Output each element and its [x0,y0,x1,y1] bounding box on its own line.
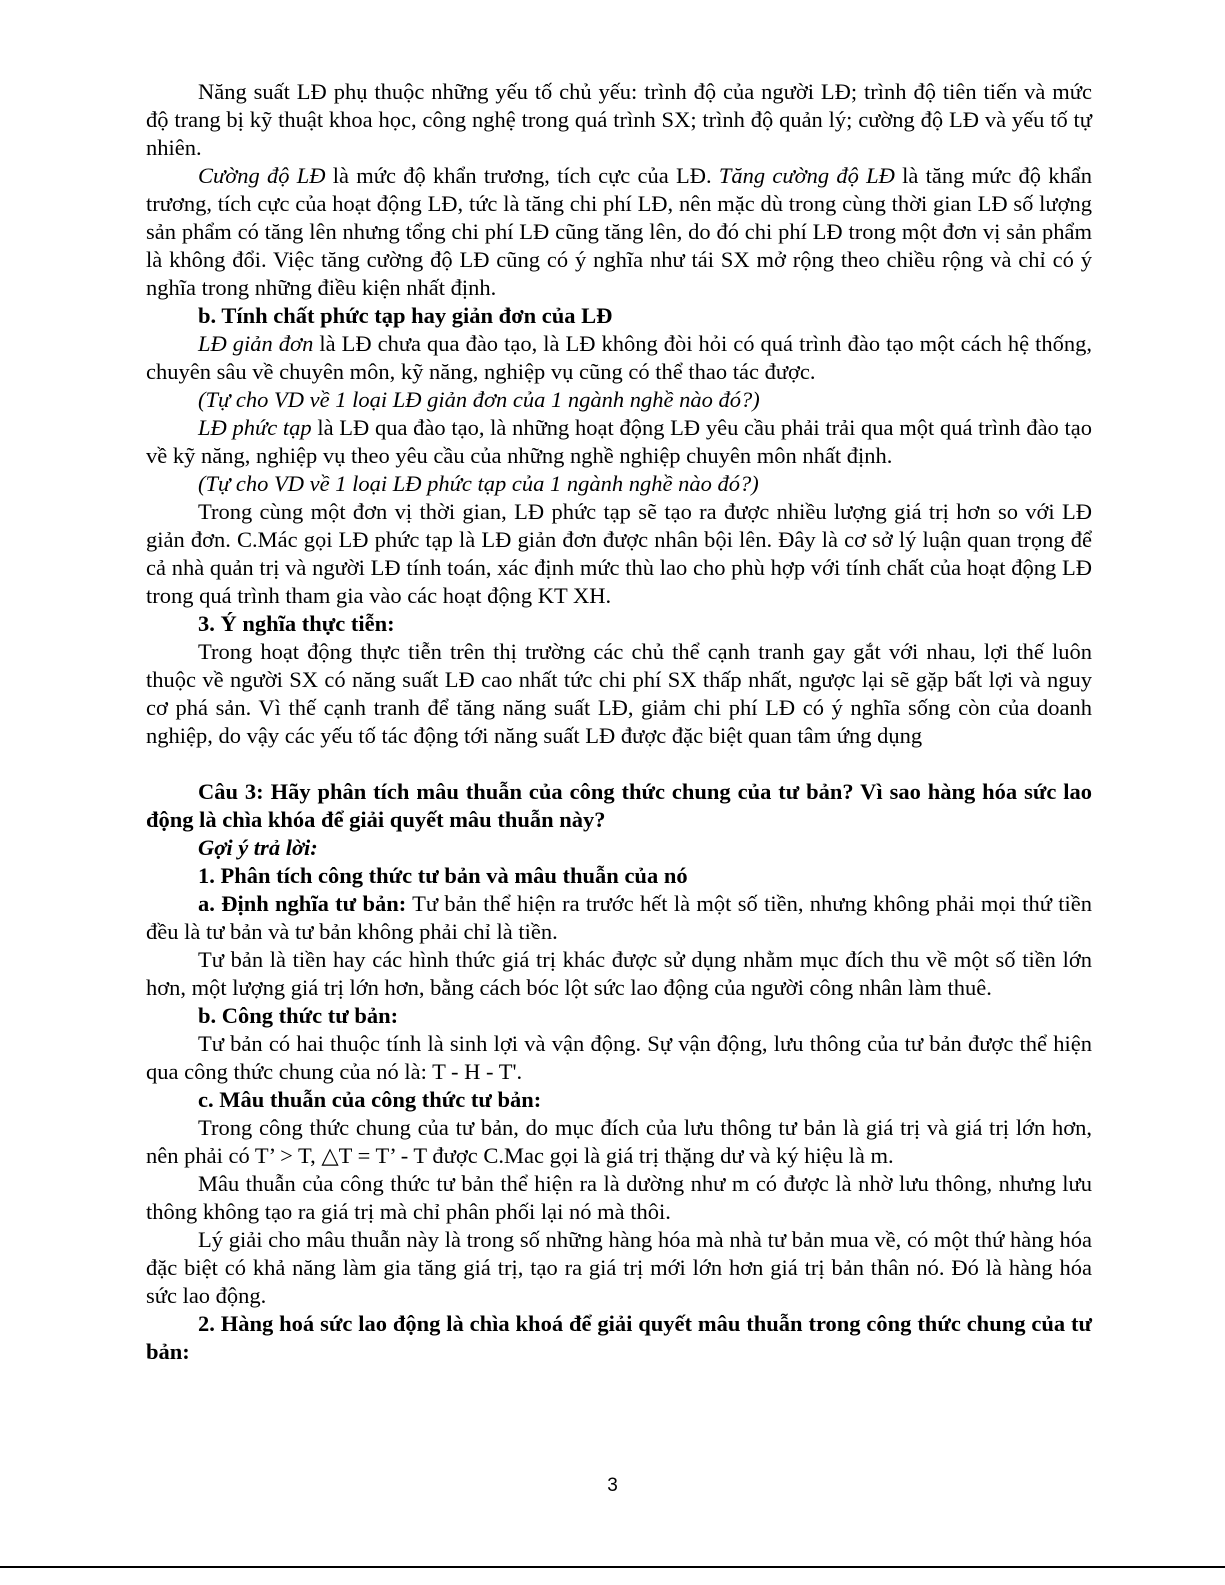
heading-a-capital-definition: a. Định nghĩa tư bản: [198,891,407,916]
document-page [146,78,1092,1366]
paragraph-capital-explained: Tư bản là tiền hay các hình thức giá trị khác được sử dụng nhằm mục đích thu về một số tiền lớn hơn, một lượng giá trị lớn hơn, bằng cách bóc lột sức lao động của người công nhân làm thuê. [146,947,1092,1000]
heading-3-practical-meaning: 3. Ý nghĩa thực tiễn: [198,611,395,636]
heading-2-labor-power-key: 2. Hàng hoá sức lao động là chìa khoá để giải quyết mâu thuẫn trong công thức chung của tư bản: [146,1311,1092,1364]
paragraph-complex-vs-simple: Trong cùng một đơn vị thời gian, LĐ phức tạp sẽ tạo ra được nhiều lượng giá trị hơn so với LĐ giản đơn. C.Mác gọi LĐ phức tạp là LĐ giản đơn được nhân bội lên. Đây là cơ sở lý luận quan trọng để cả nhà quản trị và người LĐ tính toán, xác định mức thù lao cho phù hợp với tính chất của hoạt động LĐ trong quá trình tham gia vào các hoạt động KT XH. [146,499,1092,608]
paragraph-contradiction: Mâu thuẫn của công thức tư bản thể hiện ra là dường như m có được là nhờ lưu thông, nhưng lưu thông không tạo ra giá trị mà chỉ phân phối lại nó mà thôi. [146,1171,1092,1224]
spacer [146,750,1092,778]
paragraph-complex-labor: LĐ phức tạp là LĐ qua đào tạo, là những hoạt động LĐ yêu cầu phải trải qua một quá trình đào tạo về kỹ năng, nghiệp vụ theo yêu cầu của những nghề nghiệp chuyên môn nhất định. [146,415,1092,468]
note-complex-labor-example: (Tự cho VD về 1 loại LĐ phức tạp của 1 ngành nghề nào đó?) [198,471,759,496]
question-3: Câu 3: Hãy phân tích mâu thuẫn của công thức chung của tư bản? Vì sao hàng hóa sức lao động là chìa khóa để giải quyết mâu thuẫn này? [146,779,1092,832]
heading-1-capital-formula: 1. Phân tích công thức tư bản và mâu thuẫn của nó [198,863,688,888]
paragraph-practical-meaning: Trong hoạt động thực tiễn trên thị trường các chủ thể cạnh tranh gay gắt với nhau, lợi thế luôn thuộc về người SX có năng suất LĐ cao nhất tức chi phí SX thấp nhất, ngược lại sẽ gặp bất lợi và nguy cơ phá sản. Vì thế cạnh tranh để tăng năng suất LĐ, giảm chi phí LĐ có ý nghĩa sống còn của doanh nghiệp, do vậy các yếu tố tác động tới năng suất LĐ được đặc biệt quan tâm ứng dụng [146,639,1092,748]
paragraph-capital-formula: Tư bản có hai thuộc tính là sinh lợi và vận động. Sự vận động, lưu thông của tư bản được thể hiện qua công thức chung của nó là: T - H - T'. [146,1031,1092,1084]
paragraph-capital-definition: a. Định nghĩa tư bản: Tư bản thể hiện ra trước hết là một số tiền, nhưng không phải mọi thứ tiền đều là tư bản và tư bản không phải chỉ là tiền. [146,891,1093,944]
term-simple-labor: LĐ giản đơn [198,331,314,356]
paragraph-labor-productivity-factors: Năng suất LĐ phụ thuộc những yếu tố chủ yếu: trình độ của người LĐ; trình độ tiên tiến và mức độ trang bị kỹ thuật khoa học, công nghệ trong quá trình SX; trình độ quản lý; cường độ LĐ và yếu tố tự nhiên. [146,79,1092,160]
heading-b-capital-formula: b. Công thức tư bản: [198,1003,399,1028]
term-labor-intensity: Cường độ LĐ [198,163,326,188]
heading-b-labor-complexity: b. Tính chất phức tạp hay giản đơn của LĐ [198,303,613,328]
page-number: 3 [607,1475,618,1496]
paragraph-labor-intensity: Cường độ LĐ là mức độ khẩn trương, tích cực của LĐ. Tăng cường độ LĐ là tăng mức độ khẩn trương, tích cực của hoạt động LĐ, tức là tăng chi phí LĐ, nên mặc dù trong cùng thời gian LĐ số lượng sản phẩm có tăng lên nhưng tổng chi phí LĐ cũng tăng lên, do đó chi phí LĐ trong một đơn vị sản phẩm là không đổi. Việc tăng cường độ LĐ cũng có ý nghĩa như tái SX mở rộng theo chiều rộng và chỉ có ý nghĩa trong những điều kiện nhất định. [146,163,1092,300]
paragraph-simple-labor: LĐ giản đơn là LĐ chưa qua đào tạo, là LĐ không đòi hỏi có quá trình đào tạo một cách hệ thống, chuyên sâu về chuyên môn, kỹ năng, nghiệp vụ cũng có thể thao tác được. [146,331,1092,384]
heading-c-formula-contradiction: c. Mâu thuẫn của công thức tư bản: [198,1087,542,1112]
term-increase-labor-intensity: Tăng cường độ LĐ [718,163,895,188]
note-simple-labor-example: (Tự cho VD về 1 loại LĐ giản đơn của 1 ngành nghề nào đó?) [198,387,760,412]
paragraph-labor-power-commodity: Lý giải cho mâu thuẫn này là trong số những hàng hóa mà nhà tư bản mua về, có một thứ hàng hóa đặc biệt có khả năng làm gia tăng giá trị, tạo ra giá trị mới lớn hơn giá trị bản thân nó. Đó là hàng hóa sức lao động. [146,1227,1092,1308]
paragraph-surplus-value: Trong công thức chung của tư bản, do mục đích của lưu thông tư bản là giá trị và giá trị lớn hơn, nên phải có T’ > T, △T = T’ - T được C.Mac gọi là giá trị thặng dư và ký hiệu là m. [146,1115,1092,1168]
term-complex-labor: LĐ phức tạp [198,415,312,440]
bottom-divider [0,1566,1225,1568]
answer-hint-label: Gợi ý trả lời: [198,835,318,860]
